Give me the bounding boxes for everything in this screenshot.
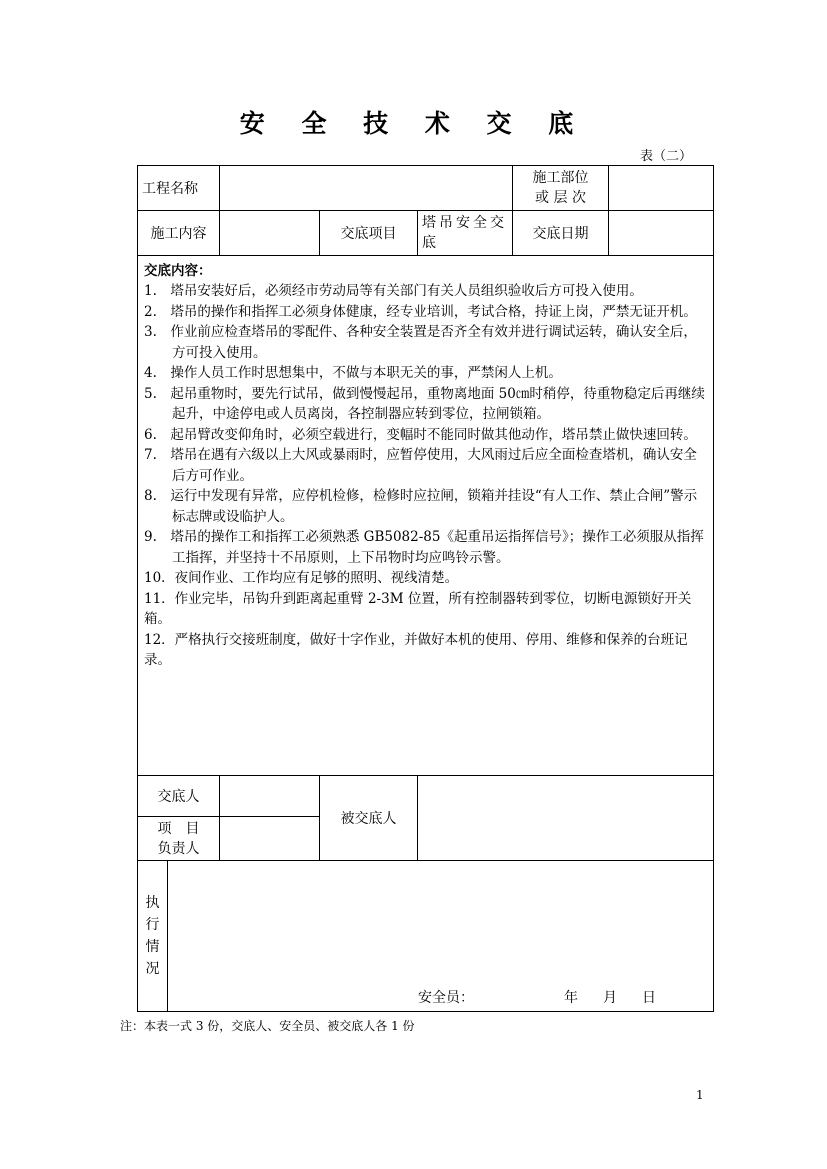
execution-label (138, 861, 168, 1012)
safety-officer-sign-line (418, 987, 656, 1007)
execution-label-char-3: 情 (145, 939, 160, 955)
content-item-11: 11．作业完毕，吊钩升到距离起重臂 2-3M 位置，所有控制器转到零位，切断电源锁好开关箱。 (144, 590, 692, 627)
content-item-8: 8. 运行中发现有异常，应停机检修，检修时应拉闸，锁箱并挂设“有人工作、禁止合闸”警示标志牌或设临护人。 (144, 488, 698, 525)
construction-part-label (513, 166, 609, 211)
construction-content-label: 施工内容 (138, 211, 220, 256)
content-item-4: 4. 操作人员工作时思想集中，不做与本职无关的事，严禁闲人上机。 (144, 365, 562, 381)
construction-part-label-line1: 施工部位 (532, 170, 589, 186)
content-item-2: 2. 塔吊的操作和指挥工必须身体健康，经专业培训，考试合格，持证上岗，严禁无证开机。 (144, 303, 697, 320)
briefer-label: 交底人 (138, 776, 220, 817)
project-leader-label (138, 817, 220, 861)
briefing-date-field[interactable] (609, 211, 714, 256)
briefing-item-value: 塔吊安全交底 (418, 211, 513, 256)
construction-part-field[interactable] (609, 166, 714, 211)
content-item-6: 6. 起吊臂改变仰角时，必须空载进行，变幅时不能同时做其他动作，塔吊禁止做快速回转。 (144, 426, 697, 443)
year-label: 年 (564, 990, 578, 1006)
page-number: 1 (696, 1088, 704, 1102)
project-name-label: 工程名称 (138, 166, 220, 211)
content-item-1: 1. 塔吊安装好后，必须经市劳动局等有关部门有关人员组织验收后方可投入使用。 (144, 283, 643, 299)
content-item-5: 5. 起吊重物时，要先行试吊，做到慢慢起吊，重物离地面 50㎝时稍停，待重物稳定后再继续起升，中途停电或人员离岗，各控制器应转到零位，拉闸锁箱。 (144, 385, 705, 422)
day-label: 日 (642, 990, 656, 1006)
execution-label-char-1: 执 (145, 895, 160, 911)
month-label: 月 (603, 990, 617, 1006)
receiver-label: 被交底人 (320, 776, 418, 861)
content-item-3: 3. 作业前应检查塔吊的零配件、各种安全装置是否齐全有效并进行调试运转，确认安全后，方可投入使用。 (144, 324, 697, 361)
footnote: 注：本表一式 3 份，交底人、安全员、被交底人各 1 份 (120, 1019, 415, 1033)
content-item-9: 9. 塔吊的操作工和指挥工必须熟悉 GB5082-85《起重吊运指挥信号》；操作工必须服从指挥工指挥，并坚持十不吊原则，上下吊物时均应鸣铃示警。 (144, 529, 704, 566)
briefing-date-label: 交底日期 (513, 211, 609, 256)
project-name-field[interactable] (220, 166, 513, 211)
safety-officer-label: 安全员： (418, 990, 474, 1006)
execution-label-char-2: 行 (145, 917, 160, 933)
receiver-field[interactable] (418, 776, 714, 861)
content-item-12: 12．严格执行交接班制度，做好十字作业，并做好本机的使用、停用、维修和保养的台班记录。 (144, 631, 688, 668)
project-leader-label-line1: 项 目 (157, 820, 200, 837)
project-leader-field[interactable] (220, 817, 320, 861)
project-leader-label-line2: 负责人 (157, 840, 200, 857)
execution-field[interactable] (168, 861, 714, 1012)
page-title: 安 全 技 术 交 底 (239, 109, 588, 138)
table-number: 表（二） (640, 149, 693, 164)
briefing-item-label: 交底项目 (320, 211, 418, 256)
content-heading: 交底内容： (144, 263, 212, 279)
execution-label-char-4: 况 (145, 961, 160, 977)
safety-briefing-form (137, 165, 714, 1012)
briefing-content (138, 256, 714, 776)
briefer-field[interactable] (220, 776, 320, 817)
content-item-10: 10．夜间作业、工作均应有足够的照明、视线清楚。 (144, 570, 459, 586)
construction-part-label-line2: 或 层 次 (535, 190, 586, 206)
content-item-7: 7. 塔吊在遇有六级以上大风或暴雨时，应暂停使用，大风雨过后应全面检查塔机，确认安全后方可作业。 (144, 447, 697, 484)
construction-content-field[interactable] (220, 211, 320, 256)
